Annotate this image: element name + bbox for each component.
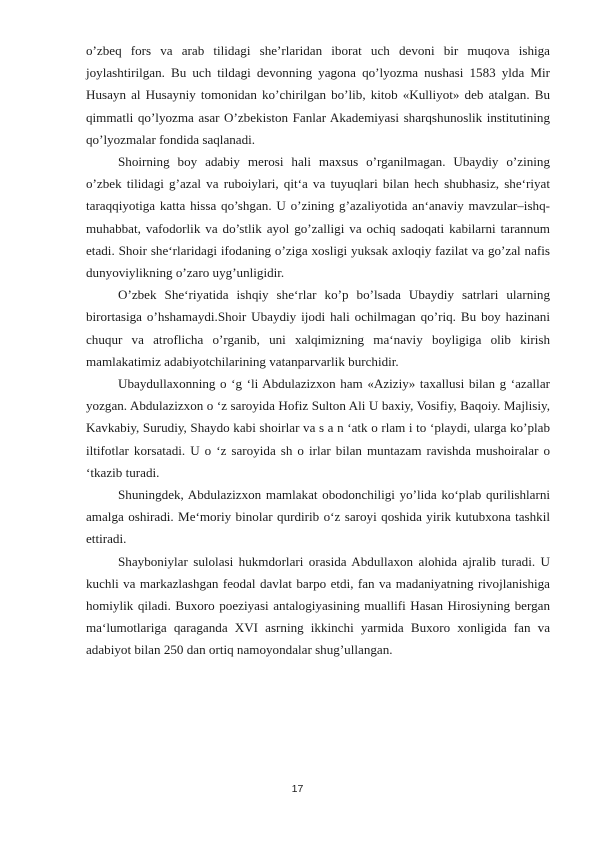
body-text — [86, 40, 550, 662]
paragraph-4: Ubaydullaxonning o ‘g ‘li Abdulazizxon ham «Aziziy» taxallusi bilan g ‘azallar yozgan. Abdulazizxon o ‘z saroyida Hofiz Sulton Ali U baxiy, Vosifiy, Baqoiy. Majlisiy, Kavkabiy, Surudiy, Shaydo kabi shoirlar va s a n ‘atk o rlam i to ‘playdi, ularga ko’plab iltifotlar korsatadi. U o ‘z saroyida sh o irlar bilan muntazam ravishda mushoiralar o ‘tkazib turadi. — [86, 376, 550, 480]
paragraph-3: O’zbek She‘riyatida ishqiy she‘rlar ko’p bo’lsada Ubaydiy satrlari ularning birortasiga o’hshamaydi.Shoir Ubaydiy ijodi hali ochilmagan qo’riq. Bu boy hazinani chuqur va atroflicha o’rganib, uni xalqimizning ma‘naviy boyligiga olib kirish mamlakatimiz adabiyotchilarining vatanparvarlik burchidir. — [86, 287, 550, 369]
paragraph-1: o’zbeq fors va arab tilidagi she’rlaridan iborat uch devoni bir muqova ishiga joylashtirilgan. Bu uch tildagi devonning yagona qo’lyozma nushasi 1583 ylda Mir Husayn al Husayniy tomonidan ko’chirilgan bo’lib, kitob «Kulliyot» deb atalgan. Bu qimmatli qo’lyozma asar O’zbekiston Fanlar Akademiyasi sharqshunoslik institutining qo’lyozmalar fondida saqlanadi. — [86, 43, 550, 147]
paragraph-6: Shayboniylar sulolasi hukmdorlari orasida Abdullaxon alohida ajralib turadi. U kuchli va markazlashgan feodal davlat barpo etdi, fan va madaniyatning rivojlanishiga homiylik qiladi. Buxoro poeziyasi antalogiyasining muallifi Hasan Hirosiyning bergan ma‘lumotlariga qaraganda XVI asrning ikkinchi yarmida Buxoro xonligida fan va adabiyot bilan 250 dan ortiq namoyondalar shug’ullangan. — [86, 553, 550, 658]
paragraph-2: Shoirning boy adabiy merosi hali maxsus o’rganilmagan. Ubaydiy o’zining o’zbek tilidagi g’azal va ruboiylari, qit‘a va tuyuqlari bilan hech shubhasiz, she‘riyat taraqqiyotiga katta hissa qo’shgan. U o’zining g’azaliyotida an‘anaviy mavzular–ishq-muhabbat, vafodorlik va do’stlik ayol go’zalligi va ochiq sadoqati kabilarni tarannum etadi. Shoir she‘rlaridagi ifodaning o’ziga xosligi yuksak axloqiy fazilat va go’zal nafis dunyoviylikning o’zaro uyg’unligidir. — [86, 154, 550, 281]
paragraph-5: Shuningdek, Abdulazizxon mamlakat obodonchiligi yo’lida ko‘plab qurilishlarni amalga oshiradi. Me‘moriy binolar qurdirib o‘z saroyi qoshida yirik kutubxona tashkil ettiradi. — [86, 487, 550, 547]
page-number: 17 — [291, 783, 304, 795]
